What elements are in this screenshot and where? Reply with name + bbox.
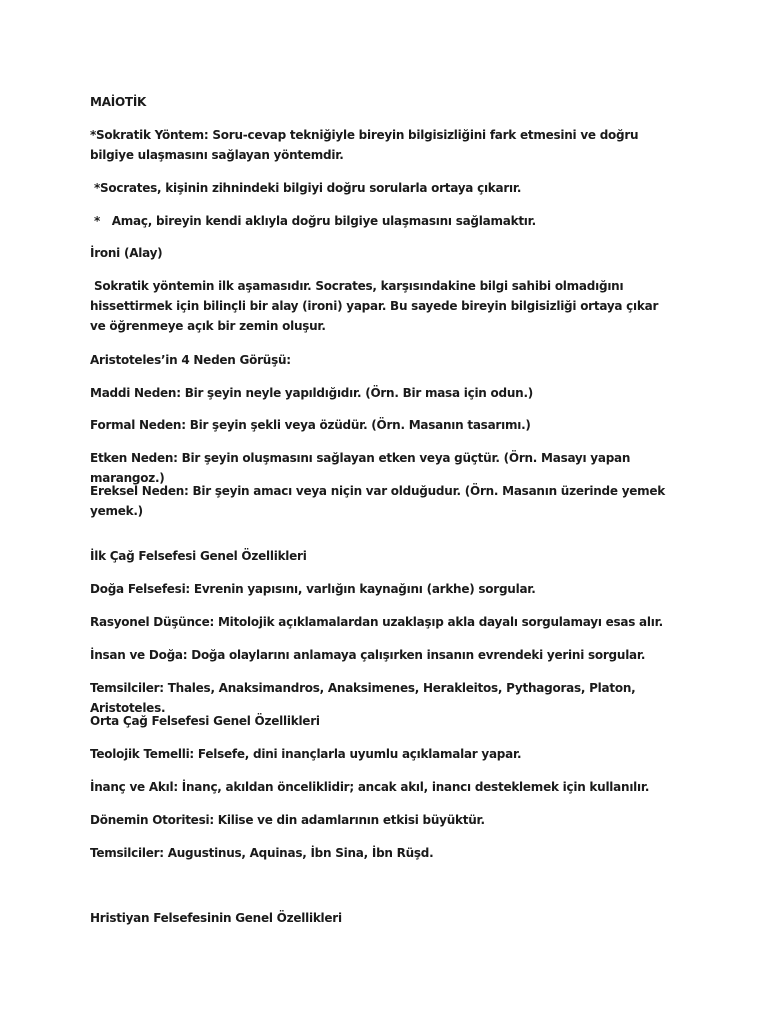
paragraph-inanc-ve-akil: İnanç ve Akıl: İnanç, akıldan önceliklidir; ancak akıl, inancı desteklemek için kullanılır.: [90, 780, 650, 794]
paragraph-temsilciler-orta-cag: Temsilciler: Augustinus, Aquinas, İbn Sina, İbn Rüşd.: [90, 846, 434, 860]
paragraph-formal-neden: Formal Neden: Bir şeyin şekli veya özüdür. (Örn. Masanın tasarımı.): [90, 418, 531, 432]
heading-maiotik: MAİOTİK: [90, 95, 147, 109]
paragraph-teolojik-temelli: Teolojik Temelli: Felsefe, dini inançlarla uyumlu açıklamalar yapar.: [90, 747, 522, 761]
paragraph-etken-neden: Etken Neden: Bir şeyin oluşmasını sağlayan etken veya güçtür. (Örn. Masayı yapan marangoz.): [90, 451, 635, 485]
paragraph-temsilciler-ilk-cag: Temsilciler: Thales, Anaksimandros, Anaksimenes, Herakleitos, Pythagoras, Platon, Aristoteles.: [90, 681, 640, 715]
paragraph-rasyonel-dusunce: Rasyonel Düşünce: Mitolojik açıklamalardan uzaklaşıp akla dayalı sorgulamayı esas alır.: [90, 615, 663, 629]
paragraph-ironi-description: Sokratik yöntemin ilk aşamasıdır. Socrates, karşısındakine bilgi sahibi olmadığını hissettirmek için bilinçli bir alay (ironi) yapar. Bu sayede bireyin bilgisizliği ortaya çıkar ve öğrenmeye açık bir zemin oluşur.: [90, 279, 663, 333]
heading-ilk-cag: İlk Çağ Felsefesi Genel Özellikleri: [90, 549, 307, 563]
paragraph-doga-felsefesi: Doğa Felsefesi: Evrenin yapısını, varlığın kaynağını (arkhe) sorgular.: [90, 582, 536, 596]
paragraph-donemin-otoritesi: Dönemin Otoritesi: Kilise ve din adamlarının etkisi büyüktür.: [90, 813, 485, 827]
paragraph-maddi-neden: Maddi Neden: Bir şeyin neyle yapıldığıdır. (Örn. Bir masa için odun.): [90, 386, 533, 400]
heading-aristoteles: Aristoteles’in 4 Neden Görüşü:: [90, 353, 291, 367]
paragraph-insan-ve-doga: İnsan ve Doğa: Doğa olaylarını anlamaya çalışırken insanın evrendeki yerini sorgular.: [90, 648, 646, 662]
heading-hristiyan-felsefesi: Hristiyan Felsefesinin Genel Özellikleri: [90, 911, 342, 925]
paragraph-sokratik-yontem: *Sokratik Yöntem: Soru-cevap tekniğiyle bireyin bilgisizliğini fark etmesini ve doğru bilgiye ulaşmasını sağlayan yöntemdir.: [90, 128, 643, 162]
heading-orta-cag: Orta Çağ Felsefesi Genel Özellikleri: [90, 714, 320, 728]
heading-ironi: İroni (Alay): [90, 246, 163, 260]
paragraph-socrates: *Socrates, kişinin zihnindeki bilgiyi doğru sorularla ortaya çıkarır.: [90, 181, 522, 195]
paragraph-ereksel-neden: Ereksel Neden: Bir şeyin amacı veya niçin var olduğudur. (Örn. Masanın üzerinde yemek yemek.): [90, 484, 669, 518]
paragraph-amac: * Amaç, bireyin kendi aklıyla doğru bilgiye ulaşmasını sağlamaktır.: [90, 214, 536, 228]
